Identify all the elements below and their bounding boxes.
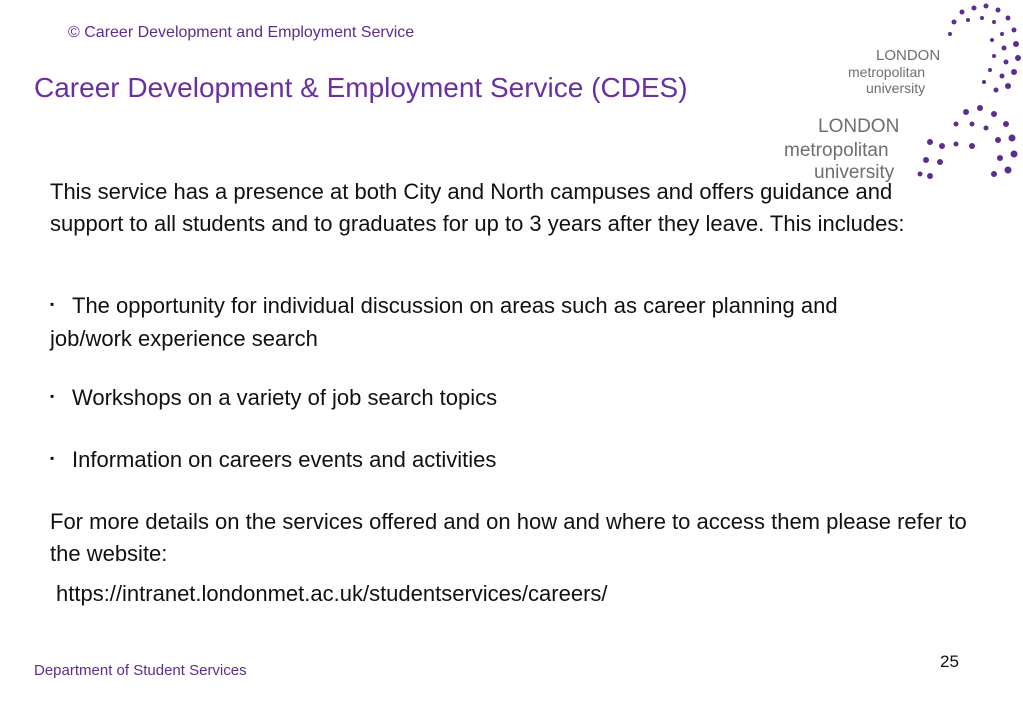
page-title: Career Development & Employment Service (CDES) [34, 72, 688, 103]
list-item [50, 290, 850, 355]
bullet-marker: ▪ [50, 389, 55, 404]
logo-line-3: university [814, 162, 895, 183]
logo-line-2: metropolitan [784, 140, 889, 161]
bullet-marker: ▪ [50, 297, 55, 312]
footer-department: Department of Student Services [34, 662, 247, 679]
list-item-text: The opportunity for individual discussion on areas such as career planning and job/work experience search [50, 293, 838, 352]
logo-line-3: university [866, 80, 926, 96]
logo-line-1: LONDON [818, 116, 900, 137]
university-logo [846, 44, 1006, 104]
page-number: 25 [940, 652, 959, 671]
logo-line-2: metropolitan [848, 64, 926, 80]
list-item-text: Information on careers events and activities [72, 447, 497, 472]
copyright-notice: © Career Development and Employment Service [68, 24, 415, 41]
logo-line-1: LONDON [876, 47, 941, 64]
list-item-text: Workshops on a variety of job search topics [72, 385, 498, 410]
intro-paragraph: This service has a presence at both City and North campuses and offers guidance and support to all students and to graduates for up to 3 years after they leave. This includes: [50, 179, 905, 236]
more-details-paragraph: For more details on the services offered and on how and where to access them please refer to the website: [50, 509, 967, 566]
careers-website-link[interactable]: https://intranet.londonmet.ac.uk/studentservices/careers/ [56, 581, 608, 606]
list-item [50, 382, 850, 415]
list-item [50, 444, 850, 477]
bullet-marker: ▪ [50, 451, 55, 466]
